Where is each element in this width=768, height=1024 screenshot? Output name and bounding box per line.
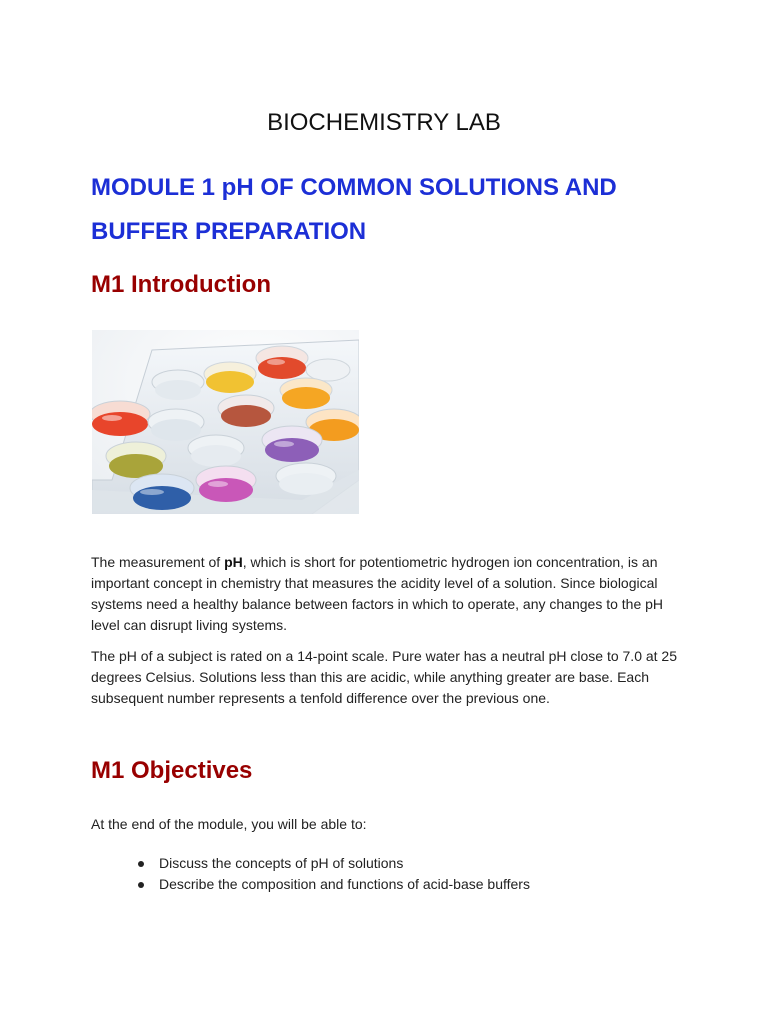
para-1-before: The measurement of [91,554,225,570]
lab-title: BIOCHEMISTRY LAB [267,109,501,136]
introduction-paragraph-1 [91,552,681,636]
objectives-heading: M1 Objectives [91,757,253,784]
list-item [138,874,530,895]
objectives-list [138,853,530,895]
module-title [91,166,691,254]
objectives-lead: At the end of the module, you will be able to: [91,816,367,832]
bullet-icon [138,882,144,888]
module-title-line-2: BUFFER PREPARATION [91,218,367,245]
para-1-after: , which is short for potentiometric hydrogen ion concentration, is an important concept in chemistry that measures the acidity level of a solution. Since biological systems need a healthy balance between factors in which to operate, any changes to the pH level can disrupt living systems. [91,554,664,633]
module-title-line-1: MODULE 1 pH OF COMMON SOLUTIONS AND [91,174,617,201]
ph-term: pH [224,554,243,570]
multiwell-plate-image [92,330,359,514]
introduction-paragraph-2: The pH of a subject is rated on a 14-point scale. Pure water has a neutral pH close to 7.0 at 25 degrees Celsius. Solutions less than this are acidic, while anything greater are base. Each subsequent number represents a tenfold difference over the previous one. [91,648,678,706]
introduction-heading: M1 Introduction [91,271,271,298]
objective-text: Describe the composition and functions of acid-base buffers [159,876,530,892]
list-item [138,853,530,874]
objective-text: Discuss the concepts of pH of solutions [159,855,404,871]
bullet-icon [138,861,144,867]
